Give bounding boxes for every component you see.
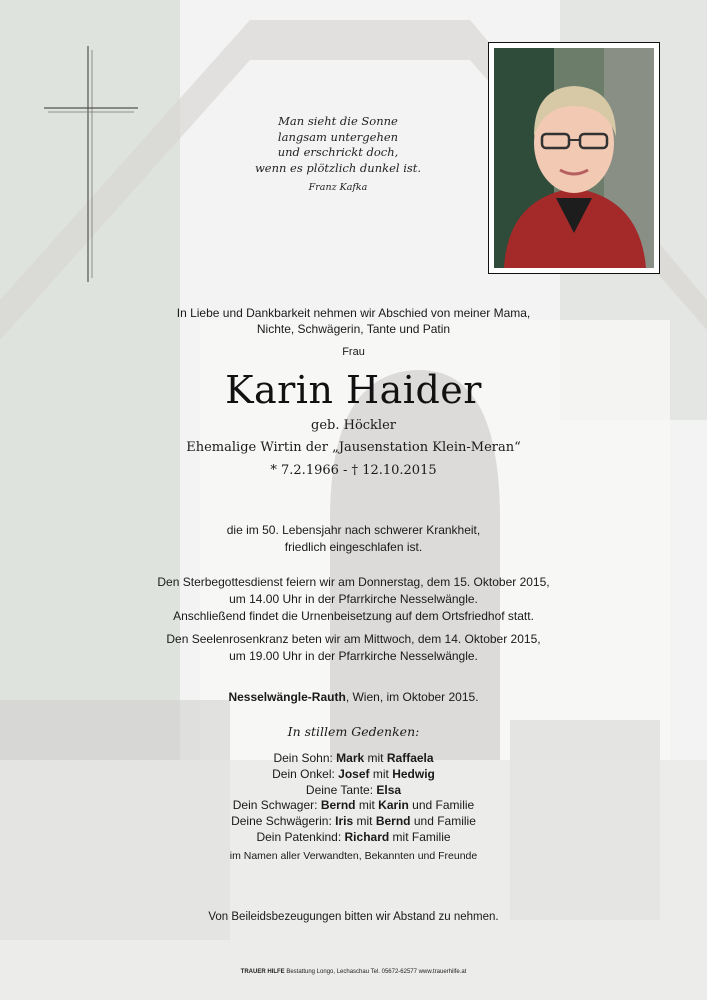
life-dates: * 7.2.1966 - † 12.10.2015 bbox=[270, 463, 437, 478]
family-member: Deine Tante: Elsa bbox=[305, 782, 402, 797]
mourning-heading: In stillem Gedenken: bbox=[287, 724, 420, 739]
portrait-image bbox=[494, 48, 654, 268]
funeral-line: Anschließend findet die Urnenbeisetzung auf dem Ortsfriedhof statt. bbox=[173, 609, 534, 623]
birth-name: geb. Höckler bbox=[311, 418, 396, 433]
rosary-line: um 19.00 Uhr in der Pfarrkirche Nesselwängle. bbox=[229, 649, 478, 663]
footer-brand: TRAUER HILFE bbox=[240, 969, 285, 975]
quote-author: Franz Kafka bbox=[308, 182, 368, 193]
quote-line: und erschrickt doch, bbox=[277, 145, 399, 159]
intro-line: Nichte, Schwägerin, Tante und Patin bbox=[256, 322, 451, 336]
portrait-photo bbox=[488, 42, 660, 274]
place-name: Nesselwängle-Rauth bbox=[228, 690, 346, 704]
family-member: Deine Schwägerin: Iris mit Bernd und Familie bbox=[231, 814, 476, 829]
footer-text: Bestattung Longo, Lechaschau Tel. 05672-62577 www.trauerhilfe.at bbox=[284, 969, 467, 975]
funeral-line: Den Sterbegottesdienst feiern wir am Donnerstag, dem 15. Oktober 2015, bbox=[157, 575, 550, 589]
funeral-text bbox=[0, 574, 707, 625]
family-member: Dein Onkel: Josef mit Hedwig bbox=[272, 766, 435, 781]
place-date bbox=[0, 690, 707, 704]
intro-line: In Liebe und Dankbarkeit nehmen wir Abschied von meiner Mama, bbox=[176, 306, 531, 320]
rosary-text bbox=[0, 631, 707, 665]
deceased-name: Karin Haider bbox=[225, 368, 482, 412]
passing-text bbox=[0, 522, 707, 556]
footer bbox=[0, 969, 707, 975]
quote bbox=[228, 114, 448, 196]
cross-icon bbox=[44, 46, 138, 282]
quote-line: langsam untergehen bbox=[277, 129, 399, 144]
family-member: Dein Schwager: Bernd mit Karin und Familie bbox=[232, 798, 475, 813]
condolence-note: Von Beileidsbezeugungen bitten wir Abstand zu nehmen. bbox=[208, 911, 499, 923]
family-closing: im Namen aller Verwandten, Bekannten und Freunde bbox=[229, 849, 478, 862]
funeral-line: um 14.00 Uhr in der Pfarrkirche Nesselwängle. bbox=[229, 592, 478, 606]
quote-line: Man sieht die Sonne bbox=[278, 114, 398, 128]
rosary-line: Den Seelenrosenkranz beten wir am Mittwoch, dem 14. Oktober 2015, bbox=[166, 632, 541, 646]
family-member: Dein Patenkind: Richard mit Familie bbox=[256, 829, 451, 844]
passing-line: friedlich eingeschlafen ist. bbox=[284, 540, 423, 554]
occupation: Ehemalige Wirtin der „Jausenstation Klein-Meran“ bbox=[186, 440, 521, 455]
family-list bbox=[0, 751, 707, 865]
quote-line: wenn es plötzlich dunkel ist. bbox=[254, 160, 422, 175]
passing-line: die im 50. Lebensjahr nach schwerer Krankheit, bbox=[226, 523, 481, 537]
family-member: Dein Sohn: Mark mit Raffaela bbox=[273, 751, 434, 765]
place-rest: , Wien, im Oktober 2015. bbox=[345, 690, 479, 704]
salutation: Frau bbox=[342, 346, 365, 358]
intro-text bbox=[0, 305, 707, 337]
